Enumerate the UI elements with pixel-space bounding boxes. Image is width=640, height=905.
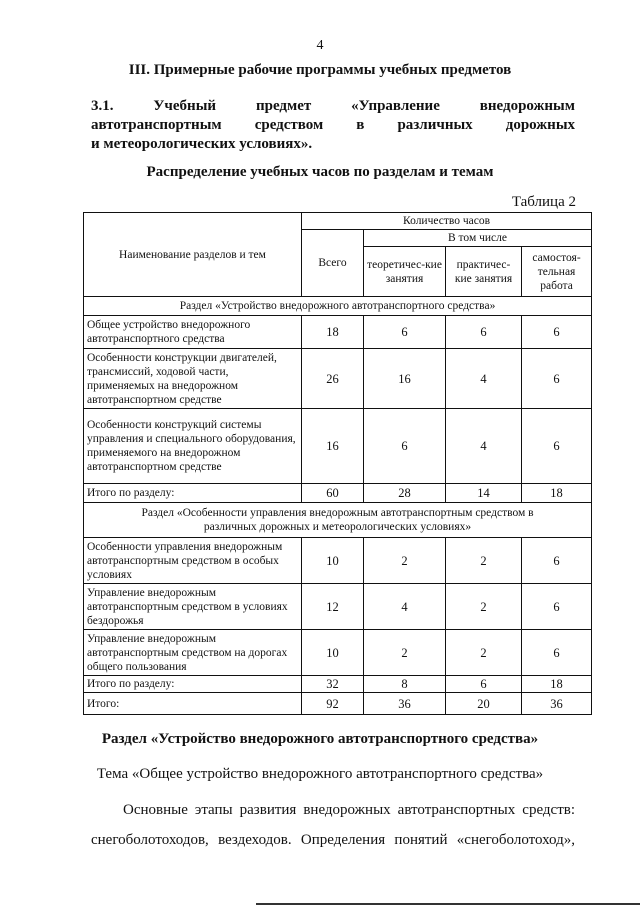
body-section-heading: Раздел «Устройство внедорожного автотранспортного средства» <box>101 731 539 747</box>
row-self: 6 <box>522 316 592 349</box>
row-theory: 6 <box>364 409 446 484</box>
row-self: 6 <box>522 409 592 484</box>
header-name: Наименование разделов и тем <box>84 213 302 297</box>
subject-word: дорожных <box>505 117 576 133</box>
row-practice: 2 <box>446 584 522 630</box>
row-name: Особенности управления внедорожным автотранспортным средством в особых условиях <box>84 538 302 584</box>
subtotal-total: 32 <box>302 676 364 693</box>
row-self: 6 <box>522 584 592 630</box>
row-total: 10 <box>302 538 364 584</box>
subject-line-2 <box>91 116 575 135</box>
row-practice: 4 <box>446 409 522 484</box>
row-total: 12 <box>302 584 364 630</box>
subtotal-label: Итого по разделу: <box>84 676 302 693</box>
subtotal-practice: 6 <box>446 676 522 693</box>
section-1-title: Раздел «Устройство внедорожного автотранспортного средства» <box>84 297 592 316</box>
hours-table <box>83 212 592 715</box>
grand-total-self: 36 <box>522 693 592 715</box>
header-theory: теоретичес-кие занятия <box>364 247 446 297</box>
row-self: 6 <box>522 630 592 676</box>
row-practice: 6 <box>446 316 522 349</box>
grand-total-total: 92 <box>302 693 364 715</box>
row-total: 10 <box>302 630 364 676</box>
subtotal-label: Итого по разделу: <box>84 484 302 503</box>
section-heading: III. Примерные рабочие программы учебных предметов <box>128 62 512 78</box>
subject-line-1 <box>91 97 575 116</box>
subtotal-total: 60 <box>302 484 364 503</box>
header-hours-count: Количество часов <box>302 213 592 230</box>
row-name: Особенности конструкций системы управления и специального оборудования, применяемого на внедорожном автотранспортном средстве <box>84 409 302 484</box>
row-total: 16 <box>302 409 364 484</box>
row-self: 6 <box>522 538 592 584</box>
row-theory: 6 <box>364 316 446 349</box>
subtotal-theory: 8 <box>364 676 446 693</box>
row-name: Общее устройство внедорожного автотранспортного средства <box>84 316 302 349</box>
row-total: 18 <box>302 316 364 349</box>
paragraph-line-2: снегоболотоходов, вездеходов. Определения понятий «снегоболотоход», <box>91 832 575 848</box>
subject-word: внедорожным <box>479 98 575 114</box>
subject-word: автотранспортным <box>91 117 222 133</box>
subtotal-self: 18 <box>522 676 592 693</box>
row-practice: 2 <box>446 630 522 676</box>
row-theory: 2 <box>364 538 446 584</box>
subtotal-theory: 28 <box>364 484 446 503</box>
subtotal-practice: 14 <box>446 484 522 503</box>
distribution-heading: Распределение учебных часов по разделам и темам <box>146 164 494 180</box>
section-2-title: Раздел «Особенности управления внедорожным автотранспортным средством в различных дорожных и метеорологических условиях» <box>84 503 592 538</box>
row-name: Управление внедорожным автотранспортным средством на дорогах общего пользования <box>84 630 302 676</box>
subtotal-self: 18 <box>522 484 592 503</box>
subject-word: «Управление <box>351 98 440 114</box>
paragraph-line-1: Основные этапы развития внедорожных автотранспортных средств: <box>123 802 575 818</box>
header-self-study: самостоя-тельная работа <box>522 247 592 297</box>
row-self: 6 <box>522 349 592 409</box>
grand-total-theory: 36 <box>364 693 446 715</box>
row-total: 26 <box>302 349 364 409</box>
grand-total-label: Итого: <box>84 693 302 715</box>
row-practice: 2 <box>446 538 522 584</box>
page-number: 4 <box>316 38 324 53</box>
row-theory: 16 <box>364 349 446 409</box>
row-name: Управление внедорожным автотранспортным средством в условиях бездорожья <box>84 584 302 630</box>
subject-word: предмет <box>255 98 312 114</box>
subject-word: различных <box>397 117 473 133</box>
row-theory: 4 <box>364 584 446 630</box>
header-including: В том числе <box>364 230 592 247</box>
header-total: Всего <box>302 230 364 297</box>
row-practice: 4 <box>446 349 522 409</box>
topic-title: Тема «Общее устройство внедорожного автотранспортного средства» <box>96 766 544 782</box>
table-label: Таблица 2 <box>511 194 576 210</box>
subject-line-3: и метеорологических условиях». <box>91 136 313 152</box>
row-name: Особенности конструкции двигателей, трансмиссий, ходовой части, применяемых на внедорожном автотранспортном средстве <box>84 349 302 409</box>
subject-word: средством <box>254 117 324 133</box>
subject-title <box>91 97 575 154</box>
grand-total-practice: 20 <box>446 693 522 715</box>
row-theory: 2 <box>364 630 446 676</box>
subject-word: в <box>356 117 365 133</box>
header-practice: практичес-кие занятия <box>446 247 522 297</box>
body-paragraph <box>91 798 575 852</box>
subject-word: 3.1. Учебный <box>91 98 217 114</box>
